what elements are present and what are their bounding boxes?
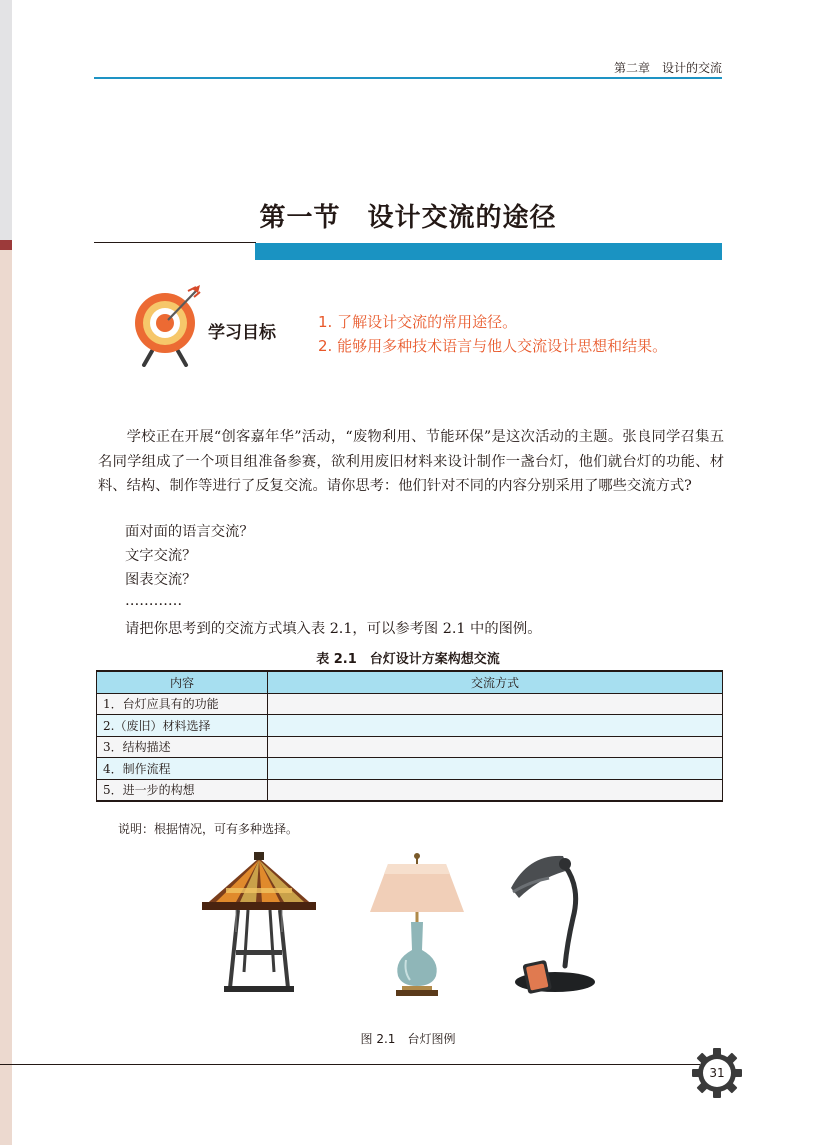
page-edge-marker <box>0 240 12 250</box>
table-cell-content: 2.（废旧）材料选择 <box>97 715 268 737</box>
table-row <box>97 693 723 715</box>
figure-caption: 图 2.1 台灯图例 <box>360 1032 456 1046</box>
table-header-method: 交流方式 <box>268 671 723 693</box>
learning-goals-label: 学习目标 <box>208 323 276 343</box>
learning-goal-item: 2. 能够用多种技术语言与他人交流设计思想和结果。 <box>318 337 668 355</box>
learning-goal-item: 1. 了解设计交流的常用途径。 <box>318 313 518 331</box>
target-arrow-icon <box>130 283 210 367</box>
table-note: 说明：根据情况，可有多种选择。 <box>118 822 299 836</box>
instruction-line: 请把你思考到的交流方式填入表 2.1，可以参考图 2.1 中的图例。 <box>125 621 542 637</box>
ellipsis-line: ………… <box>125 593 183 609</box>
title-rule-thin <box>94 242 256 243</box>
design-plan-table <box>96 670 723 802</box>
running-head: 第二章 设计的交流 <box>613 61 722 75</box>
question-line: 图表交流？ <box>125 572 197 588</box>
question-line: 面对面的语言交流？ <box>125 524 254 540</box>
table-cell-content: 1．台灯应具有的功能 <box>97 693 268 715</box>
section-title: 第一节 设计交流的途径 <box>259 203 557 233</box>
table-row <box>97 779 723 801</box>
intro-paragraph-text: 学校正在开展“创客嘉年华”活动，“废物利用、节能环保”是这次活动的主题。张良同学召集五名同学组成了一个项目组准备参赛，欲利用废旧材料来设计制作一盏台灯，他们就台灯的功能、材料、结构、制作等进行了反复交流。请你思考：他们针对不同的内容分别采用了哪些交流方式? <box>98 429 724 494</box>
question-line: 文字交流？ <box>125 548 197 564</box>
table-cell-method <box>268 715 723 737</box>
table-cell-method <box>268 736 723 758</box>
tiffany-lamp-image <box>196 852 322 998</box>
table-row <box>97 736 723 758</box>
table-cell-method <box>268 758 723 780</box>
table-header-row <box>97 671 723 693</box>
footer-rule <box>0 1064 700 1065</box>
page-number: 31 <box>709 1066 725 1080</box>
table-cell-method <box>268 779 723 801</box>
page-edge-strip-lower <box>0 250 12 1145</box>
intro-paragraph <box>98 425 724 499</box>
table-cell-content: 3．结构描述 <box>97 736 268 758</box>
table-row <box>97 715 723 737</box>
desk-lamp-image <box>505 848 611 996</box>
table-cell-content: 4．制作流程 <box>97 758 268 780</box>
running-head-rule <box>94 77 722 79</box>
table-title: 表 2.1 台灯设计方案构想交流 <box>316 652 500 667</box>
ceramic-lamp-image <box>366 852 468 998</box>
table-cell-method <box>268 693 723 715</box>
table-cell-content: 5．进一步的构想 <box>97 779 268 801</box>
table-row <box>97 758 723 780</box>
table-header-content: 内容 <box>97 671 268 693</box>
title-rule-thick <box>255 243 722 260</box>
